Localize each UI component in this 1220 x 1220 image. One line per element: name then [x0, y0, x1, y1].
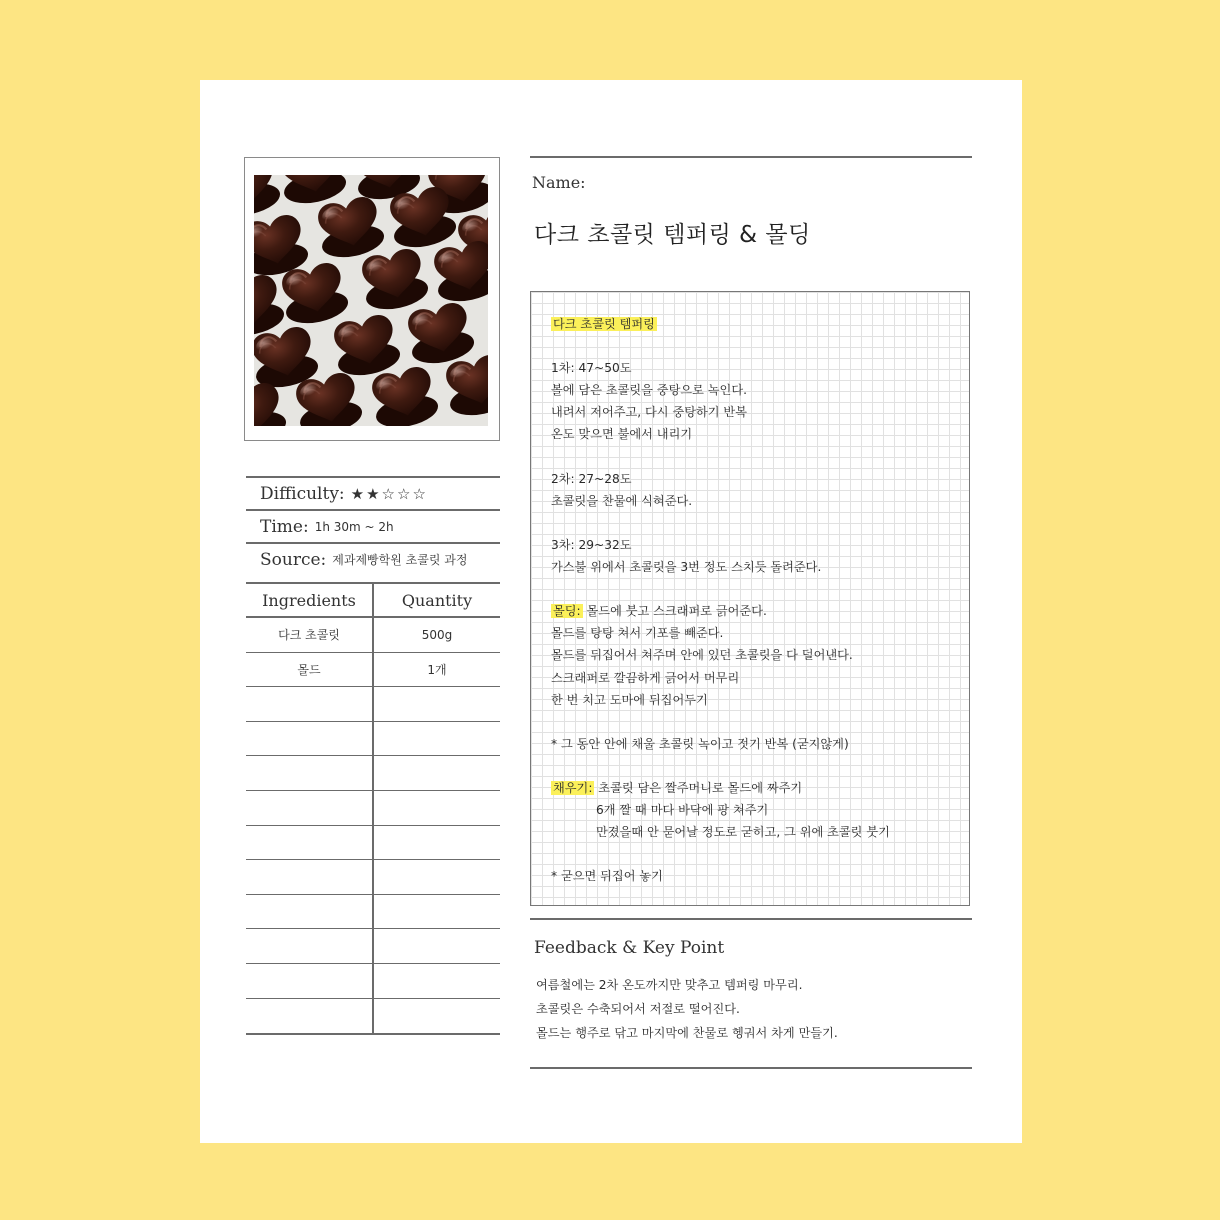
recipe-meta — [246, 476, 500, 575]
tip-line1: * 그 동안 안에 채울 초콜릿 녹이고 젓기 반복 (굳지않게) — [551, 736, 849, 751]
step3-line1: 가스불 위에서 초콜릿을 3번 정도 스치듯 돌려준다. — [551, 560, 822, 575]
step1-title: 1차: 47~50도 — [551, 361, 632, 376]
ingredient-quantity — [374, 687, 500, 721]
ingredient-name — [246, 722, 374, 756]
fill-label: 채우기: — [553, 780, 593, 795]
time-row — [246, 509, 500, 542]
ingredient-quantity: 500g — [421, 627, 453, 642]
step3-title: 3차: 29~32도 — [551, 537, 632, 552]
ingredient-quantity — [374, 791, 500, 825]
ingredient-name — [246, 687, 374, 721]
feedback-line2: 초콜릿은 수축되어서 저절로 떨어진다. — [536, 1002, 740, 1016]
heading-highlight: 다크 초콜릿 템퍼링 — [553, 317, 655, 331]
molding-text1: 몰드에 붓고 스크래퍼로 긁어준다. — [582, 604, 767, 619]
ingredient-row — [246, 826, 500, 861]
ingredient-row — [246, 860, 500, 895]
molding-line5: 한 번 치고 도마에 뒤집어두기 — [551, 692, 708, 707]
ingredients-header-label: Ingredients — [246, 584, 374, 616]
ingredient-row — [246, 791, 500, 826]
step1-line2: 내려서 저어주고, 다시 중탕하기 반복 — [551, 405, 747, 420]
ingredient-name — [246, 756, 374, 790]
ingredient-quantity — [374, 722, 500, 756]
ingredient-row — [246, 618, 500, 653]
ingredient-row — [246, 929, 500, 964]
quantity-header-label: Quantity — [401, 590, 473, 610]
ingredient-row — [246, 653, 500, 688]
fill-line2: 6개 짤 때 마다 바닥에 팡 쳐주기 — [596, 803, 769, 818]
ingredients-table — [246, 582, 500, 1035]
name-label: Name: — [532, 173, 586, 192]
ingredient-name — [246, 826, 374, 860]
time-label: Time: — [260, 516, 309, 537]
ingredient-quantity — [374, 999, 500, 1034]
source-value: 제과제빵학원 초콜릿 과정 — [332, 553, 468, 567]
ingredient-quantity — [374, 929, 500, 963]
ingredients-header — [246, 584, 500, 618]
ingredient-quantity — [374, 895, 500, 929]
molding-label: 몰딩: — [553, 604, 581, 619]
step2-title: 2차: 27~28도 — [551, 471, 632, 486]
ingredient-quantity — [374, 756, 500, 790]
ingredient-row — [246, 964, 500, 999]
ingredient-row — [246, 895, 500, 930]
feedback-divider-bottom — [530, 1067, 972, 1069]
ingredient-name — [246, 860, 374, 894]
ingredient-quantity — [374, 964, 500, 998]
step1-line1: 볼에 담은 초콜릿을 중탕으로 녹인다. — [551, 383, 747, 398]
difficulty-row — [246, 476, 500, 509]
tip-line2: * 굳으면 뒤집어 놓기 — [551, 869, 663, 884]
feedback-text — [536, 973, 838, 1045]
step2-line1: 초콜릿을 찬물에 식혀준다. — [551, 493, 693, 508]
molding-line4: 스크래퍼로 깔끔하게 긁어서 머무리 — [551, 670, 740, 685]
ingredient-quantity — [374, 860, 500, 894]
chocolate-hearts-image — [254, 175, 488, 426]
fill-line1 — [551, 777, 961, 799]
feedback-divider-top — [530, 918, 972, 920]
difficulty-stars: ★★☆☆☆ — [350, 484, 428, 503]
instructions-text — [551, 313, 961, 887]
ingredient-row — [246, 999, 500, 1034]
ingredient-quantity: 1개 — [427, 662, 447, 677]
fill-line3: 만졌을때 안 묻어날 정도로 굳히고, 그 위에 초콜릿 붓기 — [596, 825, 890, 840]
name-divider — [530, 156, 972, 158]
chocolate-photo — [254, 175, 488, 426]
ingredient-row — [246, 756, 500, 791]
feedback-line1: 여름철에는 2차 온도까지만 맞추고 템퍼링 마무리. — [536, 978, 803, 992]
ingredient-name — [246, 964, 374, 998]
step1-line3: 온도 맞으면 불에서 내리기 — [551, 427, 693, 442]
ingredient-name — [246, 929, 374, 963]
ingredient-row — [246, 687, 500, 722]
ingredient-name: 다크 초콜릿 — [246, 618, 374, 652]
source-row — [246, 542, 500, 575]
molding-line1 — [551, 600, 961, 622]
source-label: Source: — [260, 549, 327, 570]
recipe-title: 다크 초콜릿 템퍼링 & 몰딩 — [534, 222, 811, 248]
ingredient-name: 몰드 — [246, 653, 374, 687]
ingredient-quantity — [374, 826, 500, 860]
ingredient-name — [246, 895, 374, 929]
ingredient-name — [246, 999, 374, 1034]
recipe-sheet — [200, 80, 1022, 1143]
instructions-grid — [530, 291, 970, 906]
ingredient-name — [246, 791, 374, 825]
feedback-title: Feedback & Key Point — [534, 938, 725, 958]
photo-frame — [244, 157, 500, 441]
feedback-line3: 몰드는 행주로 닦고 마지막에 찬물로 헹궈서 차게 만들기. — [536, 1026, 838, 1040]
fill-text1: 초콜릿 담은 짤주머니로 몰드에 짜주기 — [594, 780, 803, 795]
molding-line2: 몰드를 탕탕 쳐서 기포를 빼준다. — [551, 626, 724, 641]
molding-line3: 몰드를 뒤집어서 쳐주며 안에 있던 초콜릿을 다 덜어낸다. — [551, 648, 853, 663]
time-value: 1h 30m ~ 2h — [314, 519, 394, 534]
difficulty-label: Difficulty: — [260, 483, 345, 504]
ingredient-row — [246, 722, 500, 757]
